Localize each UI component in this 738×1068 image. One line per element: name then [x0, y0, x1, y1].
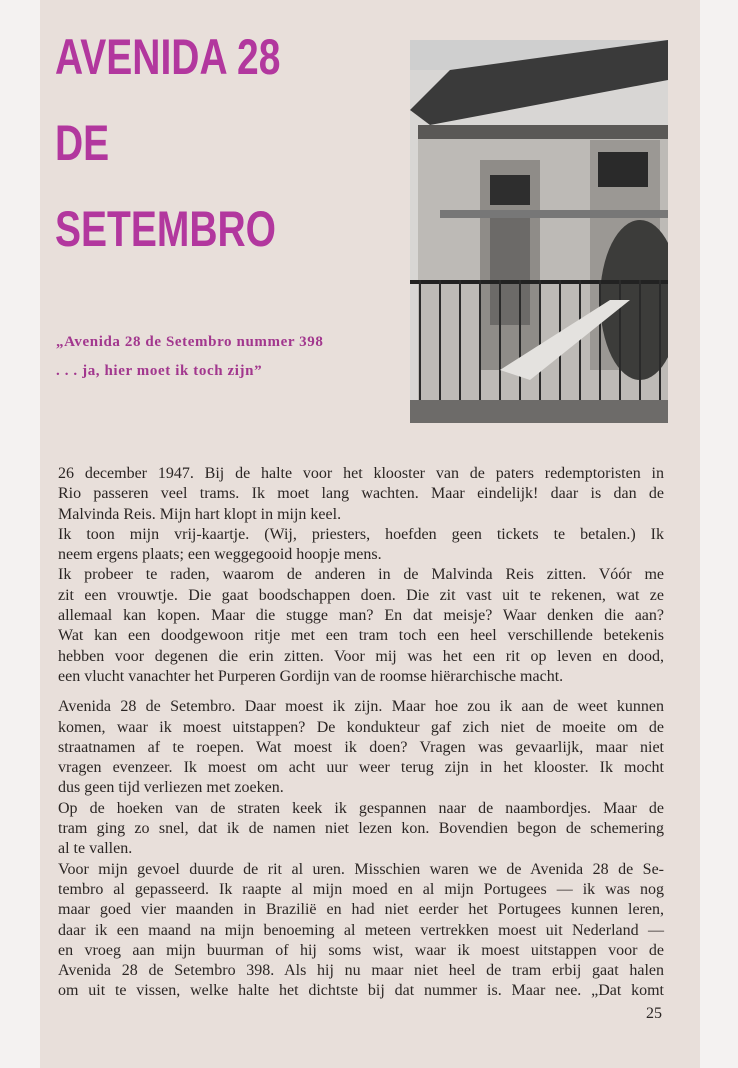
photo-caption [56, 328, 323, 386]
text-line: komen, waar ik moest uitstappen? De kondukteur gaf zich niet de moeite om de [58, 718, 664, 736]
body-text [58, 464, 664, 1012]
text-line: daar ik een maand na mijn benoeming al meteen vertrekken moest uit Nederland — [58, 921, 664, 939]
text-line: 26 december 1947. Bij de halte voor het klooster van de paters redemptoristen in [58, 465, 664, 482]
text-line: Ik toon mijn vrij-kaartje. (Wij, priesters, hoefden geen tickets te betalen.) Ik [58, 525, 664, 543]
text-line: Malvinda Reis. Mijn hart klopt in mijn keel. [58, 505, 342, 523]
text-line: Rio passeren veel trams. Ik moet lang wachten. Maar eindelijk! daar is dan de [58, 485, 664, 503]
text-line: neem ergens plaats; een weggegooid hoopje mens. [58, 546, 382, 564]
chapter-title [55, 28, 280, 286]
book-page [40, 0, 700, 1068]
title-line: SETEMBRO [55, 201, 277, 257]
text-line: Avenida 28 de Setembro 398. Als hij nu maar niet heel de tram erbij gaat halen [58, 962, 664, 980]
text-line: zit een vrouwtje. Die gaat boodschappen doen. Die zit vast uit te rekenen, wat ze [58, 586, 664, 604]
caption-line: „Avenida 28 de Setembro nummer 398 [56, 334, 324, 350]
text-line: Wat kan een doodgewoon ritje met een tram toch een heel verschillende betekenis [58, 627, 664, 645]
page-number: 25 [646, 1005, 662, 1022]
building-photo [410, 40, 668, 423]
text-line: een vlucht vanachter het Purperen Gordijn van de roomse hiërarchische macht. [58, 667, 564, 685]
title-line: AVENIDA 28 [55, 29, 281, 85]
text-line: al te vallen. [58, 840, 133, 858]
text-line: allemaal kan kopen. Maar die stugge man? En dat meisje? Waar denken die aan? [58, 607, 664, 625]
text-line: om uit te vissen, welke halte het dichtste bij dat nummer is. Maar nee. „Dat komt [58, 982, 664, 1000]
text-line: Avenida 28 de Setembro. Daar moest ik zijn. Maar hoe zou ik aan de weet kunnen [58, 698, 664, 716]
text-line: en vroeg aan mijn buurman of hij soms wist, waar ik moest uitstappen voor de [58, 941, 664, 959]
paragraph [58, 464, 664, 687]
text-line: straatnamen af te roepen. Wat moest ik doen? Vragen was gevaarlijk, maar niet [58, 738, 664, 756]
text-line: Op de hoeken van de straten keek ik gespannen naar de naambordjes. Maar de [58, 799, 664, 817]
text-line: Voor mijn gevoel duurde de rit al uren. Misschien waren we de Avenida 28 de Se- [58, 860, 664, 878]
paragraph [58, 697, 664, 1001]
caption-line: . . . ja, hier moet ik toch zijn” [56, 363, 263, 379]
text-line: tembro al gepasseerd. Ik raapte al mijn moed en al mijn Portugees — ik was nog [58, 880, 664, 898]
text-line: hebben voor degenen die erin zitten. Voor mij was het een rit op leven en dood, [58, 647, 664, 665]
title-line: DE [55, 115, 110, 171]
text-line: vragen evenzeer. Ik moest om acht uur weer terug zijn in het klooster. Ik mocht [58, 759, 664, 777]
text-line: Ik probeer te raden, waarom de anderen in de Malvinda Reis zitten. Vóór me [58, 566, 664, 584]
text-line: tram ging zo snel, dat ik de namen niet lezen kon. Bovendien begon de schemering [58, 820, 664, 838]
text-line: maar goed vier maanden in Brazilië en had niet eerder het Portugees kunnen leren, [58, 901, 664, 919]
text-line: dus geen tijd verliezen met zoeken. [58, 779, 284, 797]
